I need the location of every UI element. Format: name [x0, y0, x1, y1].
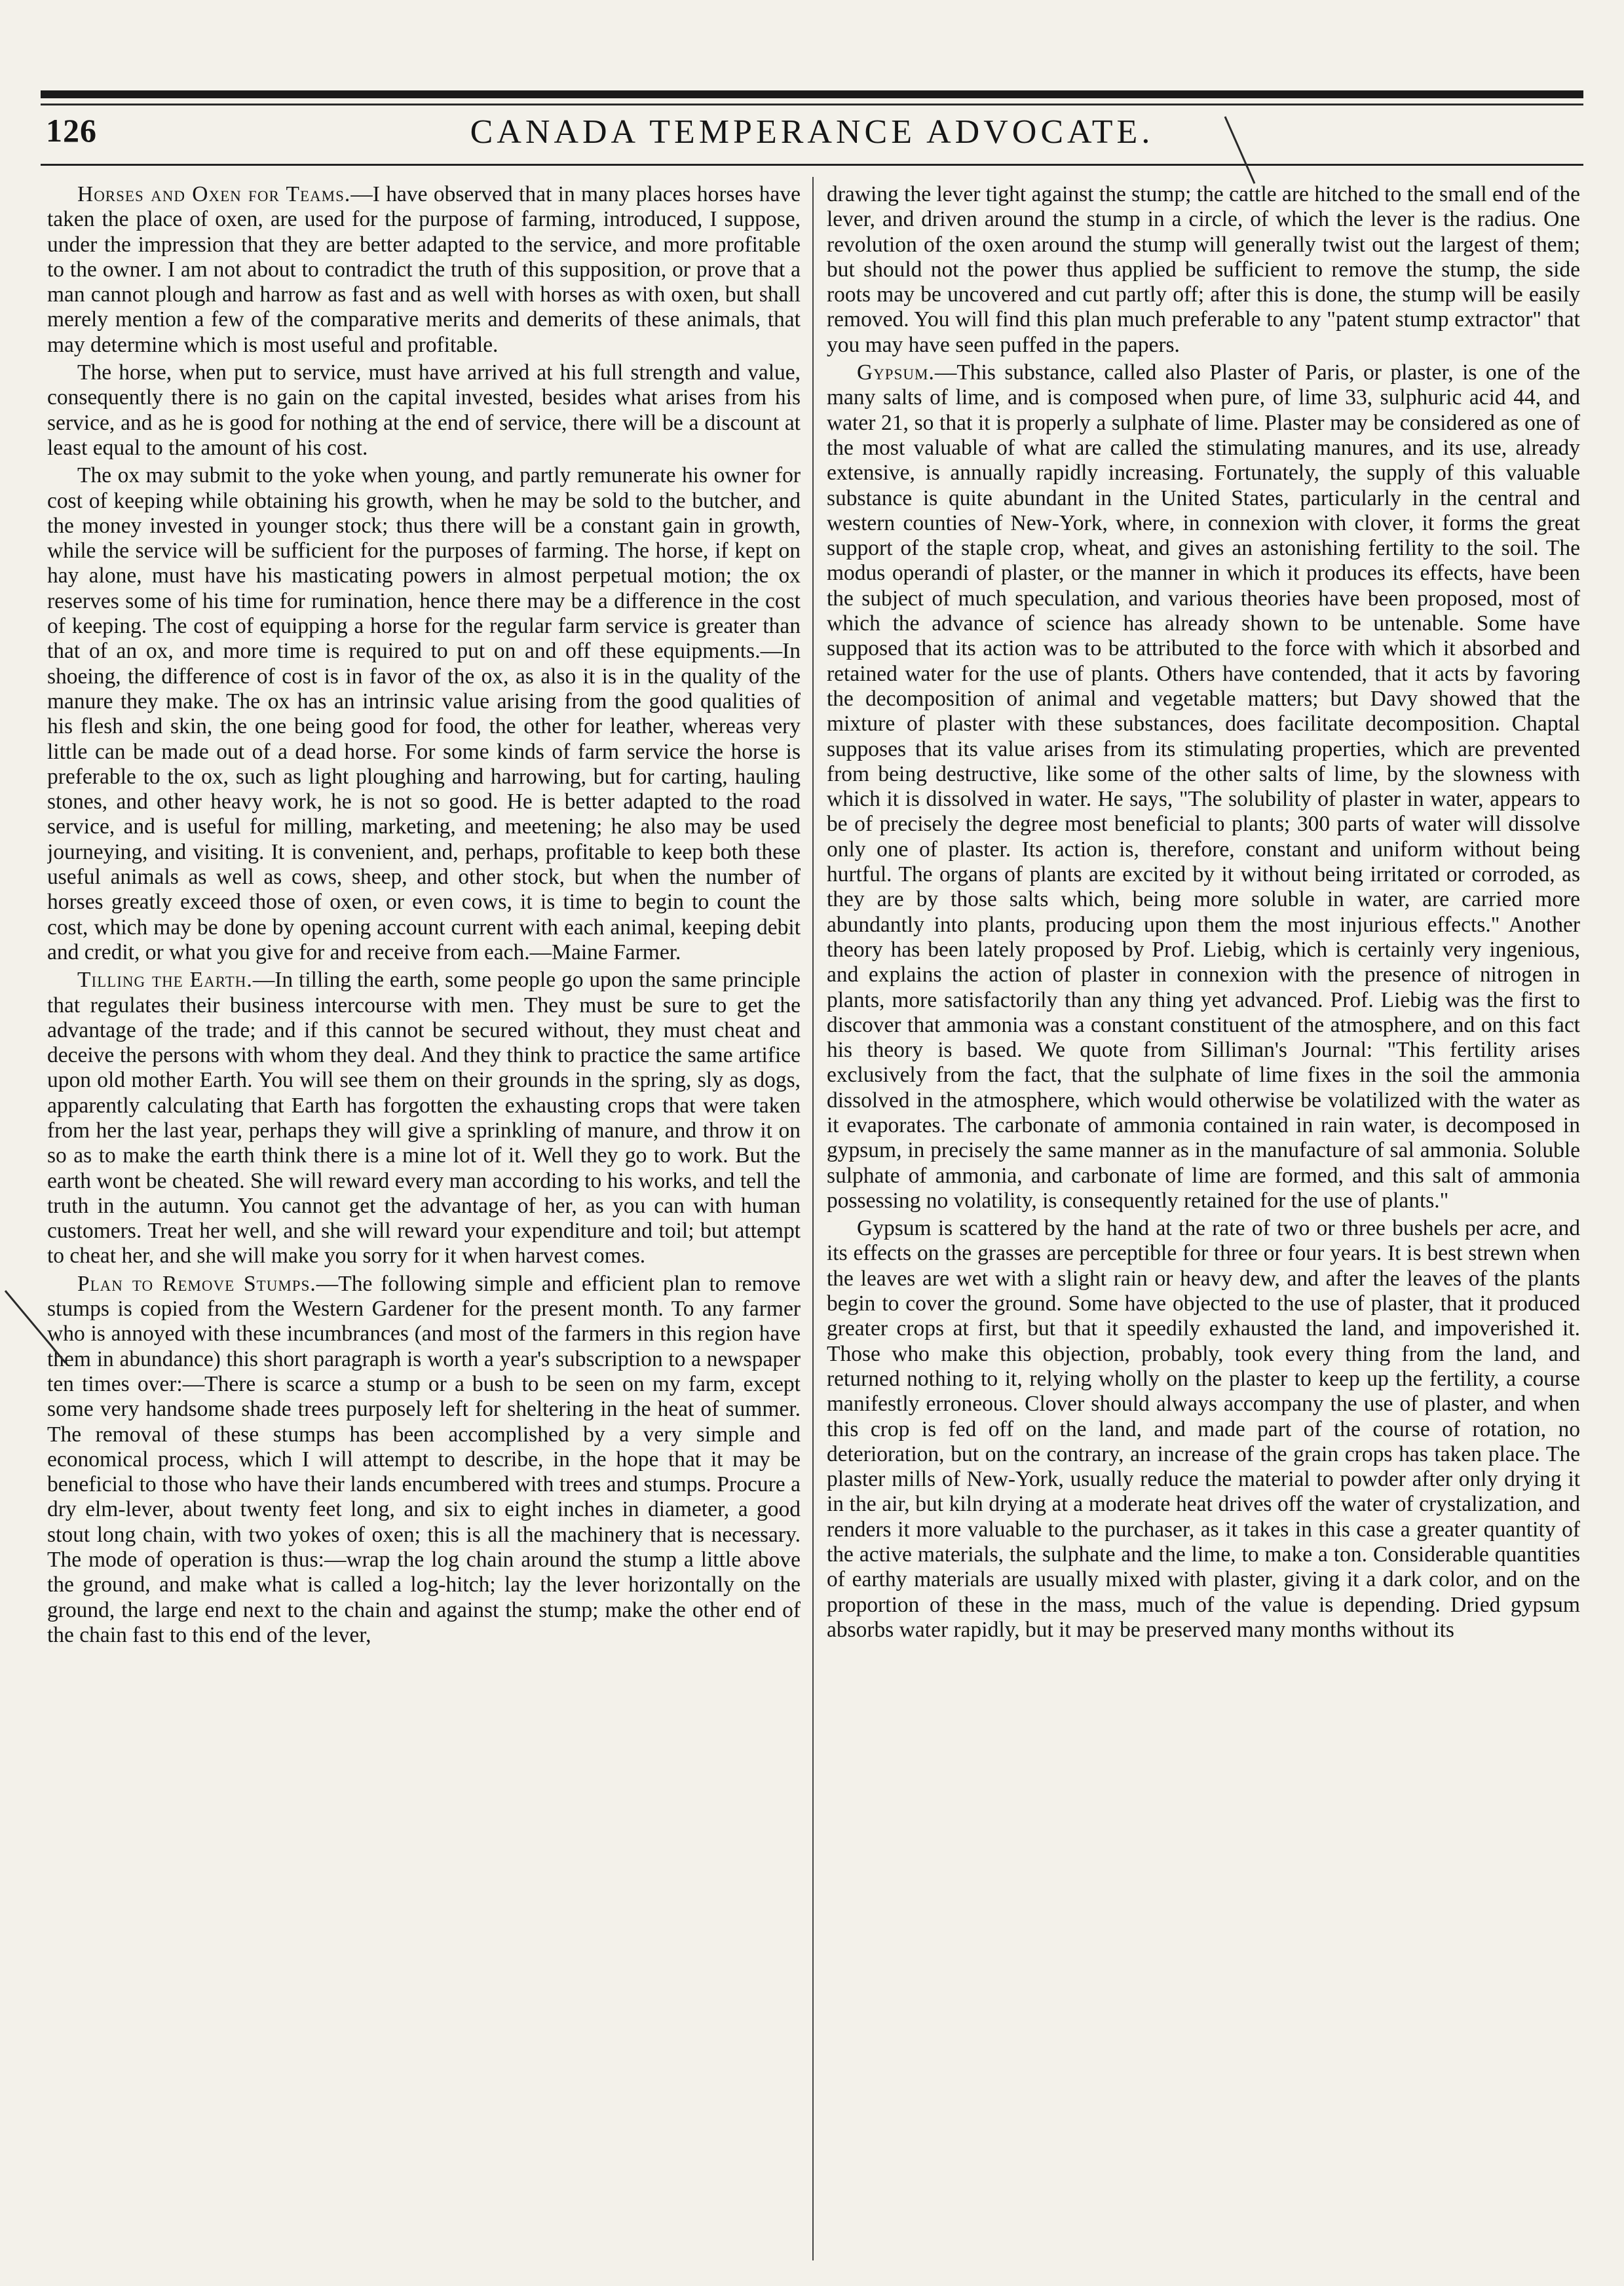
- article-text: The horse, when put to service, must have arrived at his full strength and value, consequently there is no gain on the capital invested, besides what arises from his service, and as he is good for nothing at the end of service, there will be a discount at least equal to the amount of his cost.: [47, 360, 801, 460]
- article-text: The ox may submit to the yoke when young, and partly remunerate his owner for cost of keeping while obtaining his growth, when he may be sold to the butcher, and the money invested in younger stock; thus there will be a constant gain in growth, while the service will be sufficient for the purposes of farming. The horse, if kept on hay alone, must have his masticating powers in almost perpetual motion; the ox reserves some of his time for rumination, hence there may be a difference in the cost of keeping. The cost of equipping a horse for the regular farm service is greater than that of an ox, and more time is required to put on and off these equipments.—In shoeing, the difference of cost is in favor of the ox, as also it is in the quality of the manure they make. The ox has an intrinsic value arising from the good qualities of his flesh and skin, the one being good for food, the other for leather, whereas very little can be made out of a dead horse. For some kinds of farm service the horse is preferable to the ox, such as light ploughing and harrowing, but for carting, hauling stones, and other heavy work, he is not so good. He is better adapted to the road service, and is useful for milling, marketing, and meetening; he also may be used journeying, and visiting. It is convenient, and, perhaps, profitable to keep both these useful animals as well as cows, sheep, and other stock, but when the number of horses greatly exceed those of oxen, or even cows, it is time to begin to count the cost, which may be done by opening account current with each animal, keeping debit and credit, or what you give for and receive from each.—Maine Farmer.: [47, 463, 801, 964]
- article-paragraph: [47, 182, 801, 358]
- article-paragraph: [47, 968, 801, 1269]
- top-thick-rule: [41, 90, 1583, 98]
- article-heading: Plan to Remove Stumps.: [77, 1271, 316, 1296]
- article-heading: Horses and Oxen for Teams.: [77, 182, 351, 206]
- page-header: [41, 110, 1583, 162]
- masthead-title: CANADA TEMPERANCE ADVOCATE.: [470, 113, 1154, 151]
- ink-stroke-left-margin: [0, 1284, 72, 1376]
- right-column: [827, 182, 1580, 2266]
- article-text: drawing the lever tight against the stump; the cattle are hitched to the small end of the lever, and driven around the stump in a circle, of which the lever is the radius. One revolution of the oxen around the stump will generally twist out the largest of them; but should not the power thus applied be sufficient to remove the stump, the side roots may be uncovered and cut partly off; after this is done, the stump will be easily removed. You will find this plan much preferable to any "patent stump extractor" that you may have seen puffed in the papers.: [827, 182, 1580, 357]
- article-text: —The following simple and efficient plan to remove stumps is copied from the Western Gardener for the present month. To any farmer who is annoyed with these incumbrances (and most of the farmers in this region have them in abundance) this short paragraph is worth a year's subscription to a newspaper ten times over:—There is scarce a stump or a bush to be seen on my farm, except some very handsome shade trees purposely left for sheltering in the heat of summer. The removal of these stumps has been accomplished by a very simple and economical process, which I will attempt to describe, in the hope that it may be beneficial to those who have their lands encumbered with trees and stumps. Procure a dry elm-lever, about twenty feet long, and six to eight inches in diameter, a good stout long chain, with two yokes of oxen; this is all the machinery that is necessary. The mode of operation is thus:—wrap the log chain around the stump a little above the ground, and make what is called a log-hitch; lay the lever horizontally on the ground, the large end next to the chain and against the stump; make the other end of the chain fast to this end of the lever,: [47, 1271, 801, 1647]
- article-heading: Tilling the Earth.: [77, 968, 253, 993]
- article-paragraph: [47, 360, 801, 461]
- left-column: [47, 182, 801, 2266]
- article-text: —I have observed that in many places horses have taken the place of oxen, are used for the purpose of farming, introduced, I suppose, under the impression that they are better adapted to the service, and more profitable to the owner. I am not about to contradict the truth of this supposition, or prove that a man cannot plough and harrow as fast and as well with horses as with oxen, but shall merely mention a few of the comparative merits and demerits of these animals, that may determine which is most useful and profitable.: [47, 182, 801, 357]
- article-paragraph: [47, 463, 801, 965]
- article-paragraph: [47, 1272, 801, 1648]
- header-rule: [41, 164, 1583, 166]
- article-paragraph: [827, 360, 1580, 1213]
- article-text: Gypsum is scattered by the hand at the rate of two or three bushels per acre, and its effects on the grasses are perceptible for three or four years. It is best strewn when the leaves are wet with a slight rain or heavy dew, and after the leaves of the plants begin to cover the ground. Some have objected to the use of plaster, that it produced greater crops at first, but that it speedily exhausted the land, and impoverished it. Those who make this objection, probably, took every thing from the land, and returned nothing to it, relying wholly on the plaster to keep up the fertility, a course manifestly erroneous. Clover should always accompany the use of plaster, and when this crop is fed off on the land, and made part of the course of rotation, no deterioration, but on the contrary, an increase of the grain crops has taken place. The plaster mills of New-York, usually reduce the material to powder after only drying it in the air, but kiln drying at a moderate heat drives off the water of crystalization, and renders it more valuable to the purchaser, as it takes in this case a greater quantity of the active materials, the sulphate and the lime, to make a ton. Considerable quantities of earthy materials are usually mixed with plaster, giving it a dark color, and on the proportion of these in the mass, much of the value is depending. Dried gypsum absorbs water rapidly, but it may be preserved many months without its: [827, 1216, 1580, 1642]
- page-number: 126: [46, 112, 97, 149]
- article-text: —In tilling the earth, some people go upon the same principle that regulates their business intercourse with men. They must be sure to get the advantage of the trade; and if this cannot be secured without, they must cheat and deceive the persons with whom they deal. And they think to practice the same artifice upon old mother Earth. You will see them on their grounds in the spring, sly as dogs, apparently calculating that Earth has forgotten the exhausting crops that were taken from her the last year, perhaps they will give a sprinkling of manure, and throw it on so as to make the earth think there is a mine lot of it. Well they go to work. But the earth wont be cheated. She will reward every man according to his works, and tell the truth in the autumn. You cannot get the advantage of her, as you can with human customers. Treat her well, and she will reward your expenditure and toil; but attempt to cheat her, and she will make you sorry for it when harvest comes.: [47, 968, 801, 1268]
- top-thin-rule: [41, 104, 1583, 105]
- article-paragraph: [827, 182, 1580, 358]
- column-divider: [812, 177, 814, 2260]
- article-paragraph: [827, 1216, 1580, 1643]
- article-text: —This substance, called also Plaster of Paris, or plaster, is one of the many salts of lime, and is composed when pure, of lime 33, sulphuric acid 44, and water 21, so that it is properly a sulphate of lime. Plaster may be considered as one of the most valuable of what are called the stimulating manures, and its use, already extensive, is annually rapidly increasing. Fortunately, the supply of this valuable substance is quite abundant in the United States, particularly in the central and western counties of New-York, where, in connexion with clover, it forms the great support of the staple crop, wheat, and gives an astonishing fertility to the soil. The modus operandi of plaster, or the manner in which it produces its effects, have been the subject of much speculation, and various theories have been proposed, most of which the advance of science has already shown to be untenable. Some have supposed that its action was to be attributed to the force with which it absorbed and retained water for the use of plants. Others have contended, that it acts by favoring the decomposition of animal and vegetable matters; but Davy showed that the mixture of plaster with these substances, does facilitate decomposition. Chaptal supposes that its value arises from its stimulating properties, which are prevented from being destructive, like some of the other salts of lime, by the slowness with which it is dissolved in water. He says, "The solubility of plaster in water, appears to be of precisely the degree most beneficial to plants; 300 parts of water will dissolve only one of plaster. Its action is, therefore, constant and uniform without being hurtful. The organs of plants are excited by it without being irritated or corroded, as they are by those salts which, being more soluble in water, are carried more abundantly into plants, producing upon them the most injurious effects." Another theory has been lately proposed by Prof. Liebig, which is certainly very ingenious, and explains the action of plaster in connexion with the presence of nitrogen in plants, more satisfactorily than any thing yet advanced. Prof. Liebig was the first to discover that ammonia was a constant constituent of the atmosphere, and on this fact his theory is based. We quote from Silliman's Journal: "This fertility arises exclusively from the fact, that the sulphate of lime fixes in the soil the ammonia dissolved in the atmosphere, which would otherwise be volatilized with the water as it evaporates. The carbonate of ammonia contained in rain water, is decomposed in gypsum, in precisely the same manner as in the manufacture of sal ammonia. Soluble sulphate of ammonia, and carbonate of lime are formed, and this salt of ammonia possessing no volatility, is consequently retained for the use of plants.": [827, 360, 1580, 1213]
- ink-stroke-top-right: [1218, 111, 1277, 190]
- article-heading: Gypsum.: [857, 360, 935, 385]
